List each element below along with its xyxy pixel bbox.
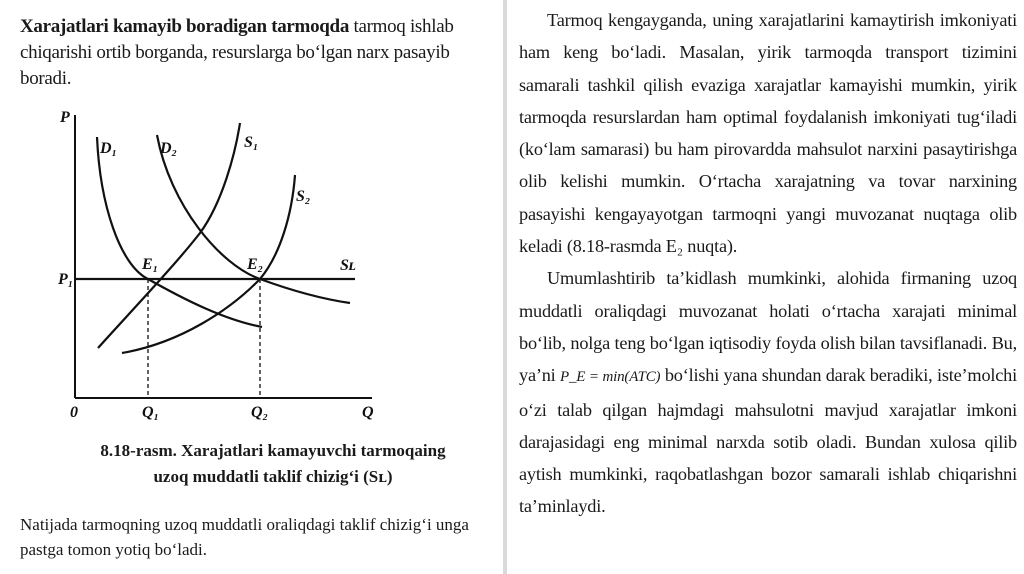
paragraph-2-start: Umumlashtirib ta’kidlash mumkinki, alohida firmaning uzoq muddatli oraliqdagi muvozanat holati o‘rtacha xarajati minimal bo‘lib, nolga teng bo‘lgan iqtisodiy foyda olish bilan tavsiflanadi. Bu, ya’ni — [519, 268, 1017, 386]
intro-paragraph — [20, 14, 490, 92]
footer-paragraph: Natijada tarmoqning uzoq muddatli oraliqdagi taklif chizig‘i unga pastga tomon yotiq bo‘ladi. — [20, 515, 469, 559]
paragraph-2 — [519, 262, 1017, 522]
paragraph-2-end: bo‘lishi yana shundan darak beradiki, iste’molchi o‘zi talab qilgan hajmdagi mahsulotni mavjud xarajatlar imkoni darajasidagi eng minimal narxda sotib oladi. Bundan xulosa qilib aytish mumkinki, raqobatlashgan bozor samarali ishlab chiqarishni ta’minlaydi. — [519, 365, 1017, 517]
paragraph-1: Tarmoq kengayganda, uning xarajatlarini kamaytirish imkoniyati ham keng bo‘ladi. Masalan, yirik tarmoqda transport tizimini samarali tashkil qilish evaziga xarajatlar kamayishi mumkin, yirik tarmoqda resurslardan ham optimal foydalanish imkoniyati tug‘iladi (ko‘lam samarasi) bu ham pirovardda mahsulot narxini pasaytirishga olib kelishi mumkin. O‘rtacha xarajatning va tovar narxining pasayishi kengayayotgan tarmoqni yangi muvozanat nuqtaga olib keladi (8.18-rasmda E₂ nuqta). — [519, 10, 1017, 257]
q2-label: Q₂ — [251, 404, 269, 421]
e2-label: E₂ — [247, 256, 264, 273]
q1-label: Q₁ — [142, 404, 160, 421]
s2-label: S₂ — [296, 188, 311, 205]
left-page — [0, 0, 503, 574]
caption-line-1: 8.18-rasm. Xarajatlari kamayuvchi tarmoqaing — [100, 441, 446, 460]
q-axis-label: Q — [362, 404, 374, 421]
intro-bold: Xarajatlari kamayib boradigan tarmoqda — [20, 16, 350, 37]
p-axis-label: P — [60, 109, 70, 126]
origin-label: 0 — [70, 404, 78, 421]
p1-label: P₁ — [58, 271, 74, 288]
sl-label: Sʟ — [340, 257, 356, 274]
intro-rest: tarmoq ishlab chiqarishi ortib borganda, resurslarga bo‘lgan narx pasayib boradi. — [20, 16, 454, 89]
supply-demand-graph — [0, 95, 503, 435]
figure-caption — [88, 438, 458, 490]
demand-curve-d2 — [157, 135, 350, 303]
equilibrium-formula: P_E = min(ATC) — [560, 369, 661, 386]
right-body — [519, 4, 1017, 523]
caption-line-2: uzoq muddatli taklif chizig‘i (Sʟ) — [153, 467, 393, 486]
d2-label: D₂ — [160, 140, 178, 157]
e1-label: E₁ — [142, 256, 159, 273]
right-page — [507, 0, 1024, 574]
d1-label: D₁ — [100, 140, 118, 157]
s1-label: S₁ — [244, 134, 259, 151]
